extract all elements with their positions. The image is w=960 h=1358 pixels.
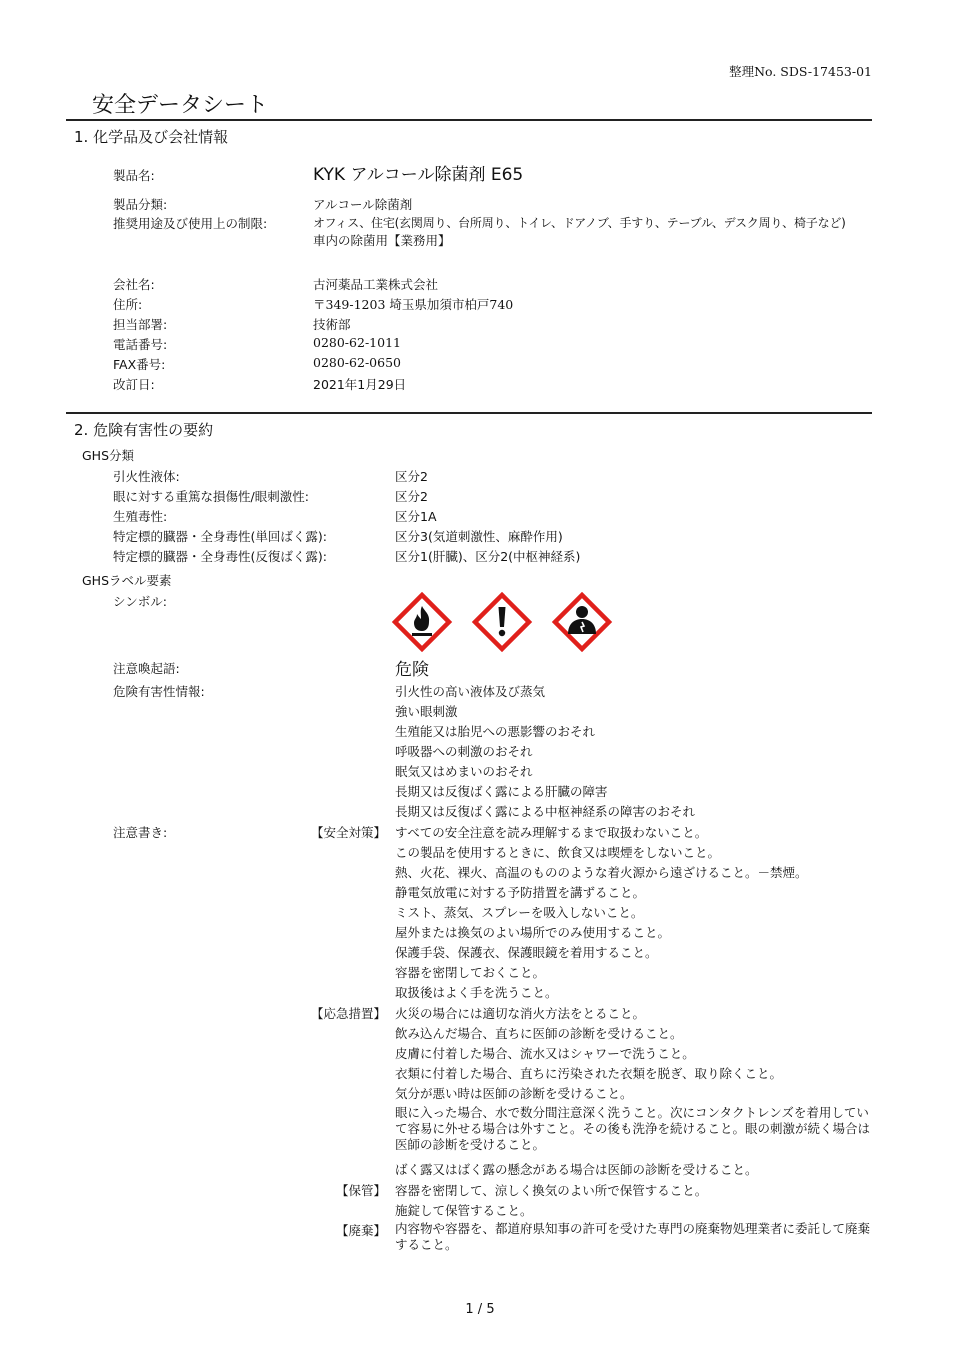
- hazard-statement: 生殖能又は胎児への悪影響のおそれ: [395, 724, 596, 739]
- response-statement: 眼に入った場合、水で数分間注意深く洗うこと。次にコンタクトレンズを着用していて容易に外せる場合は外すこと。その後も洗浄を続けること。眼の刺激が続く場合は医師の診断を受けること。: [395, 1105, 871, 1152]
- prevention-statement: 取扱後はよく手を洗うこと。: [395, 985, 558, 1000]
- disposal-statement: 内容物や容器を、都道府県知事の許可を受けた専門の廃棄物処理業者に委託して廃棄すること。: [395, 1221, 871, 1252]
- address-label: 住所:: [113, 297, 143, 312]
- ghs-class-label: 特定標的臓器・全身毒性(反復ばく露):: [113, 549, 327, 564]
- response-statement: 火災の場合には適切な消火方法をとること。: [395, 1006, 646, 1021]
- ghs-class-value: 区分1A: [395, 509, 437, 524]
- phone-value: 0280-62-1011: [313, 335, 401, 350]
- prevention-statement: ミスト、蒸気、スプレーを吸入しないこと。: [395, 905, 644, 920]
- response-statement: 気分が悪い時は医師の診断を受けること。: [395, 1086, 633, 1101]
- hazard-statement: 眠気又はめまいのおそれ: [395, 764, 533, 779]
- signal-word-label: 注意喚起語:: [113, 661, 180, 676]
- company-value: 古河薬品工業株式会社: [313, 277, 439, 292]
- prevention-statement: 屋外または換気のよい場所でのみ使用すること。: [395, 925, 671, 940]
- divider: [66, 119, 872, 121]
- health-hazard-icon: [555, 595, 609, 649]
- product-class-value: アルコール除菌剤: [313, 197, 413, 212]
- usage-value-line2: 車内の除菌用【業務用】: [313, 233, 451, 248]
- exclamation-icon: [475, 595, 529, 649]
- hazard-statements-label: 危険有害性情報:: [113, 684, 205, 699]
- ghs-class-value: 区分3(気道刺激性、麻酔作用): [395, 529, 563, 544]
- prevention-heading: 【安全対策】: [310, 825, 386, 840]
- department-value: 技術部: [313, 317, 351, 332]
- prevention-statement: 熱、火花、裸火、高温のもののような着火源から遠ざけること。－禁煙。: [395, 865, 808, 880]
- response-statement: 皮膚に付着した場合、流水又はシャワーで洗うこと。: [395, 1046, 695, 1061]
- usage-value: オフィス、住宅(玄関周り、台所周り、トイレ、ドアノブ、手すり、テーブル、デスク周り、椅子など): [313, 216, 846, 230]
- ghs-class-label: 眼に対する重篤な損傷性/眼刺激性:: [113, 489, 309, 504]
- phone-label: 電話番号:: [113, 337, 168, 352]
- department-label: 担当部署:: [113, 317, 168, 332]
- document-number: 整理No. SDS-17453-01: [729, 64, 872, 79]
- prevention-statement: この製品を使用するときに、飲食又は喫煙をしないこと。: [395, 845, 721, 860]
- divider: [66, 412, 872, 414]
- section-1-title: 1. 化学品及び会社情報: [74, 128, 229, 146]
- storage-statement: 施錠して保管すること。: [395, 1203, 533, 1218]
- address-value: 〒349-1203 埼玉県加須市柏戸740: [313, 297, 514, 312]
- ghs-class-label: 特定標的臓器・全身毒性(単回ばく露):: [113, 529, 327, 544]
- ghs-class-value: 区分2: [395, 489, 428, 504]
- storage-heading: 【保管】: [335, 1183, 386, 1198]
- revision-label: 改訂日:: [113, 377, 155, 392]
- product-name-label: 製品名:: [113, 168, 155, 183]
- hazard-statement: 長期又は反復ばく露による肝臓の障害: [395, 784, 608, 799]
- hazard-statement: 長期又は反復ばく露による中枢神経系の障害のおそれ: [395, 804, 696, 819]
- fax-value: 0280-62-0650: [313, 355, 401, 370]
- ghs-class-label: 引火性液体:: [113, 469, 180, 484]
- usage-label: 推奨用途及び使用上の制限:: [113, 216, 268, 231]
- ghs-class-value: 区分1(肝臓)、区分2(中枢神経系): [395, 549, 581, 564]
- page-number: 1 / 5: [465, 1302, 495, 1317]
- fax-label: FAX番号:: [113, 357, 166, 372]
- hazard-statement: 呼吸器への刺激のおそれ: [395, 744, 533, 759]
- ghs-label-elements-title: GHSラベル要素: [82, 573, 172, 588]
- product-class-label: 製品分類:: [113, 197, 168, 212]
- revision-value: 2021年1月29日: [313, 377, 407, 392]
- response-statement: ばく露又はばく露の懸念がある場合は医師の診断を受けること。: [395, 1162, 758, 1177]
- ghs-pictograms: [390, 592, 615, 652]
- prevention-statement: 容器を密閉しておくこと。: [395, 965, 546, 980]
- ghs-class-value: 区分2: [395, 469, 428, 484]
- hazard-statement: 強い眼刺激: [395, 704, 458, 719]
- disposal-heading: 【廃棄】: [335, 1223, 386, 1238]
- prevention-statement: 保護手袋、保護衣、保護眼鏡を着用すること。: [395, 945, 658, 960]
- ghs-class-title: GHS分類: [82, 448, 135, 463]
- company-label: 会社名:: [113, 277, 155, 292]
- response-heading: 【応急措置】: [310, 1006, 386, 1021]
- symbol-label: シンボル:: [113, 594, 167, 609]
- response-statement: 飲み込んだ場合、直ちに医師の診断を受けること。: [395, 1026, 683, 1041]
- section-2-title: 2. 危険有害性の要約: [74, 421, 214, 439]
- storage-statement: 容器を密閉して、涼しく換気のよい所で保管すること。: [395, 1183, 708, 1198]
- page-title: 安全データシート: [92, 93, 269, 118]
- hazard-statement: 引火性の高い液体及び蒸気: [395, 684, 546, 699]
- prevention-statement: すべての安全注意を読み理解するまで取扱わないこと。: [395, 825, 708, 840]
- signal-word: 危険: [395, 660, 429, 680]
- response-statement: 衣類に付着した場合、直ちに汚染された衣類を脱ぎ、取り除くこと。: [395, 1066, 783, 1081]
- prevention-statement: 静電気放電に対する予防措置を講ずること。: [395, 885, 646, 900]
- precaution-label: 注意書き:: [113, 825, 168, 840]
- flame-icon: [395, 595, 449, 649]
- product-name-value: KYK アルコール除菌剤 E65: [313, 165, 524, 185]
- ghs-class-label: 生殖毒性:: [113, 509, 168, 524]
